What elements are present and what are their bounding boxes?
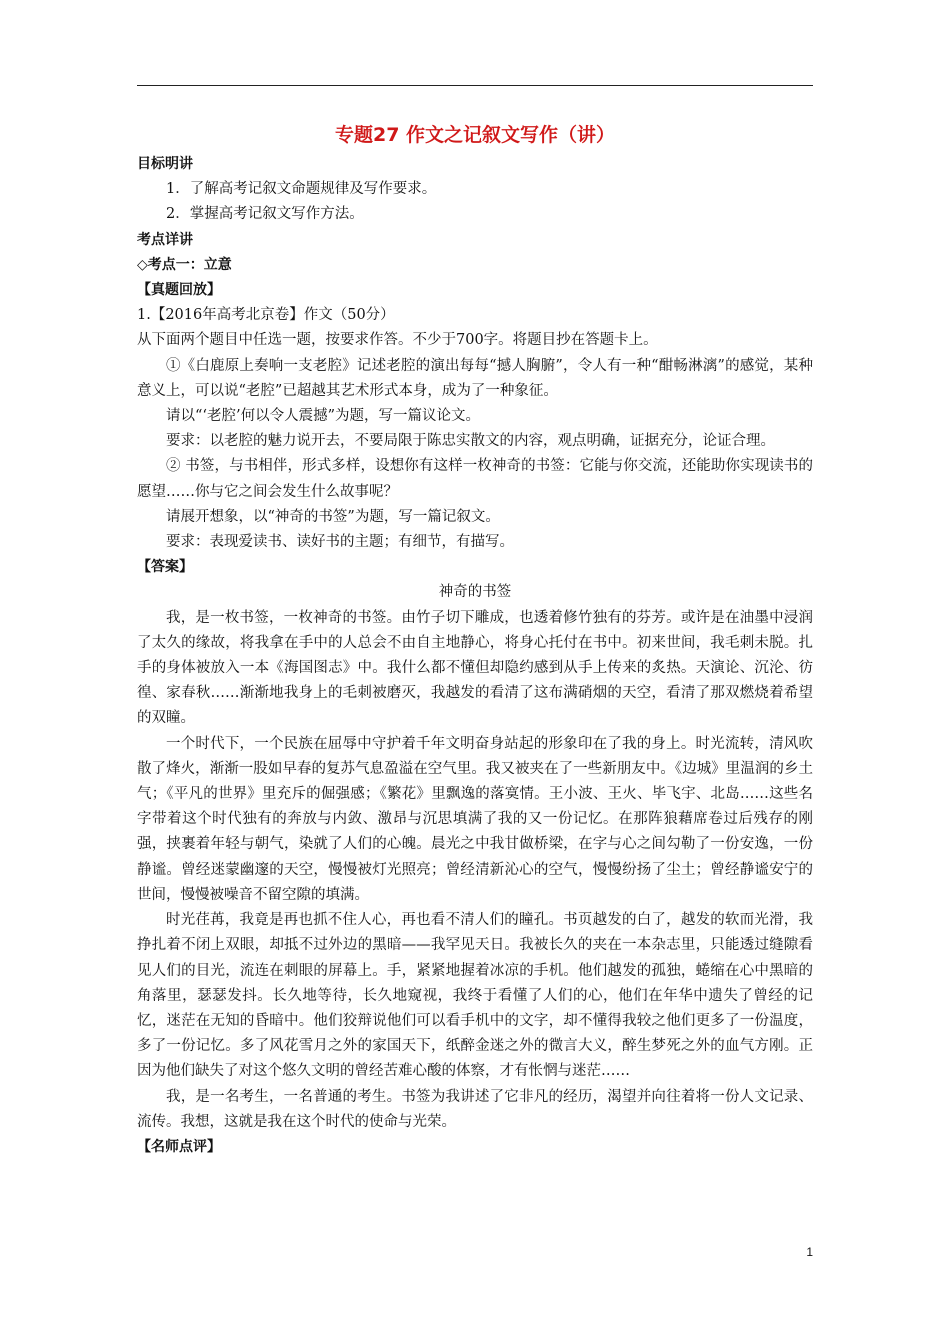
heading-review: 【真题回放】 xyxy=(137,282,221,299)
page-title: 专题27 作文之记叙文写作（讲） xyxy=(334,124,616,146)
heading-answer: 【答案】 xyxy=(137,559,193,576)
heading-goals: 目标明讲 xyxy=(137,156,193,172)
heading-points: 考点详讲 xyxy=(137,231,193,248)
heading-comment: 【名师点评】 xyxy=(137,1138,221,1155)
document-body xyxy=(137,120,813,1160)
essay-paragraph-2: 一个时代下，一个民族在屈辱中守护着千年文明奋身站起的形象印在了我的身上。时光流转，清风吹散了烽火，渐渐一股如早春的复苏气息盈溢在空气里。我又被夹在了一些新朋友中。《边城》里温润的乡土气；《平凡的世界》里充斥的倔强感；《繁花》里飘逸的落寞情。王小波、王火、毕飞宇、北岛……这些名字带着这个时代独有的奔放与内敛、激昂与沉思填满了我的又一份记忆。在那阵狼藉席卷过后残存的刚强，挟裹着年轻与朝气，染就了人们的心魄。晨光之中我甘做桥梁，在字与心之间勾勒了一份安逸，一份静谧。曾经迷蒙幽邃的天空，慢慢被灯光照亮；曾经清新沁心的空气，慢慢纷扬了尘土；曾经静谧安宁的世间，慢慢被噪音不留空隙的填满。 xyxy=(137,735,813,903)
question-1-option-2-requirement: 要求：表现爱读书、读好书的主题；有细节，有描写。 xyxy=(166,534,514,551)
page-number: 1 xyxy=(806,1245,813,1259)
essay-paragraph-4: 我，是一名考生，一名普通的考生。书签为我讲述了它非凡的经历，渴望并向往着将一份人文记录、流传。我想，这就是我在这个时代的使命与光荣。 xyxy=(137,1088,813,1130)
question-1-option-1: ①《白鹿原上奏响一支老腔》记述老腔的演出每每“撼人胸腑”，令人有一种“酣畅淋漓”的感觉，某种意义上，可以说“老腔”已超越其艺术形式本身，成为了一种象征。 xyxy=(137,357,813,399)
question-1-title: 1.【2016年高考北京卷】作文（50分） xyxy=(137,307,395,324)
goal-item-2: 2．掌握高考记叙文写作方法。 xyxy=(166,206,364,223)
question-1-option-2-task: 请展开想象，以“神奇的书签”为题，写一篇记叙文。 xyxy=(166,508,500,525)
essay-paragraph-3: 时光荏苒，我竟是再也抓不住人心，再也看不清人们的瞳孔。书页越发的白了，越发的软而光滑，我挣扎着不闭上双眼，却抵不过外边的黑暗——我罕见天日。我被长久的夹在一本杂志里，只能透过缝隙看见人们的目光，流连在刺眼的屏幕上。手，紧紧地握着冰凉的手机。他们越发的孤独，蜷缩在心中黑暗的角落里，瑟瑟发抖。长久地等待，长久地窥视，我终于看懂了人们的心，他们在年华中遗失了曾经的记忆，迷茫在无知的昏暗中。他们狡辩说他们可以看手机中的文字，却不懂得我较之他们更多了一份温度，多了一份记忆。多了风花雪月之外的家国天下，纸醉金迷之外的微言大义，醉生梦死之外的血气方刚。正因为他们缺失了对这个悠久文明的曾经苦难心酸的体察，才有怅惘与迷茫…… xyxy=(137,912,813,1080)
question-1-option-2: ② 书签，与书相伴，形式多样，设想你有这样一枚神奇的书签：它能与你交流，还能助你实现读书的愿望……你与它之间会发生什么故事呢？ xyxy=(137,458,813,500)
essay-paragraph-1: 我，是一枚书签，一枚神奇的书签。由竹子切下雕成，也透着修竹独有的芬芳。或许是在油墨中浸润了太久的缘故，将我拿在手中的人总会不由自主地静心，将身心托付在书中。初来世间，我毛刺未脱。扎手的身体被放入一本《海国图志》中。我什么都不懂但却隐约感到从手上传来的炙热。天演论、沉沦、彷徨、家春秋……渐渐地我身上的毛刺被磨灭，我越发的看清了这布满硝烟的天空，看清了那双燃烧着希望的双瞳。 xyxy=(137,609,813,727)
heading-point-1: ◇考点一：立意 xyxy=(137,256,232,273)
essay-title: 神奇的书签 xyxy=(438,584,512,601)
question-1-intro: 从下面两个题目中任选一题，按要求作答。不少于700字。将题目抄在答题卡上。 xyxy=(137,332,658,349)
question-1-option-1-task: 请以“‘老腔’何以令人震撼”为题，写一篇议论文。 xyxy=(166,408,481,425)
goal-item-1: 1．了解高考记叙文命题规律及写作要求。 xyxy=(166,181,437,198)
header-rule xyxy=(137,85,813,86)
question-1-option-1-requirement: 要求：以老腔的魅力说开去，不要局限于陈忠实散文的内容，观点明确，证据充分，论证合理。 xyxy=(166,433,775,450)
